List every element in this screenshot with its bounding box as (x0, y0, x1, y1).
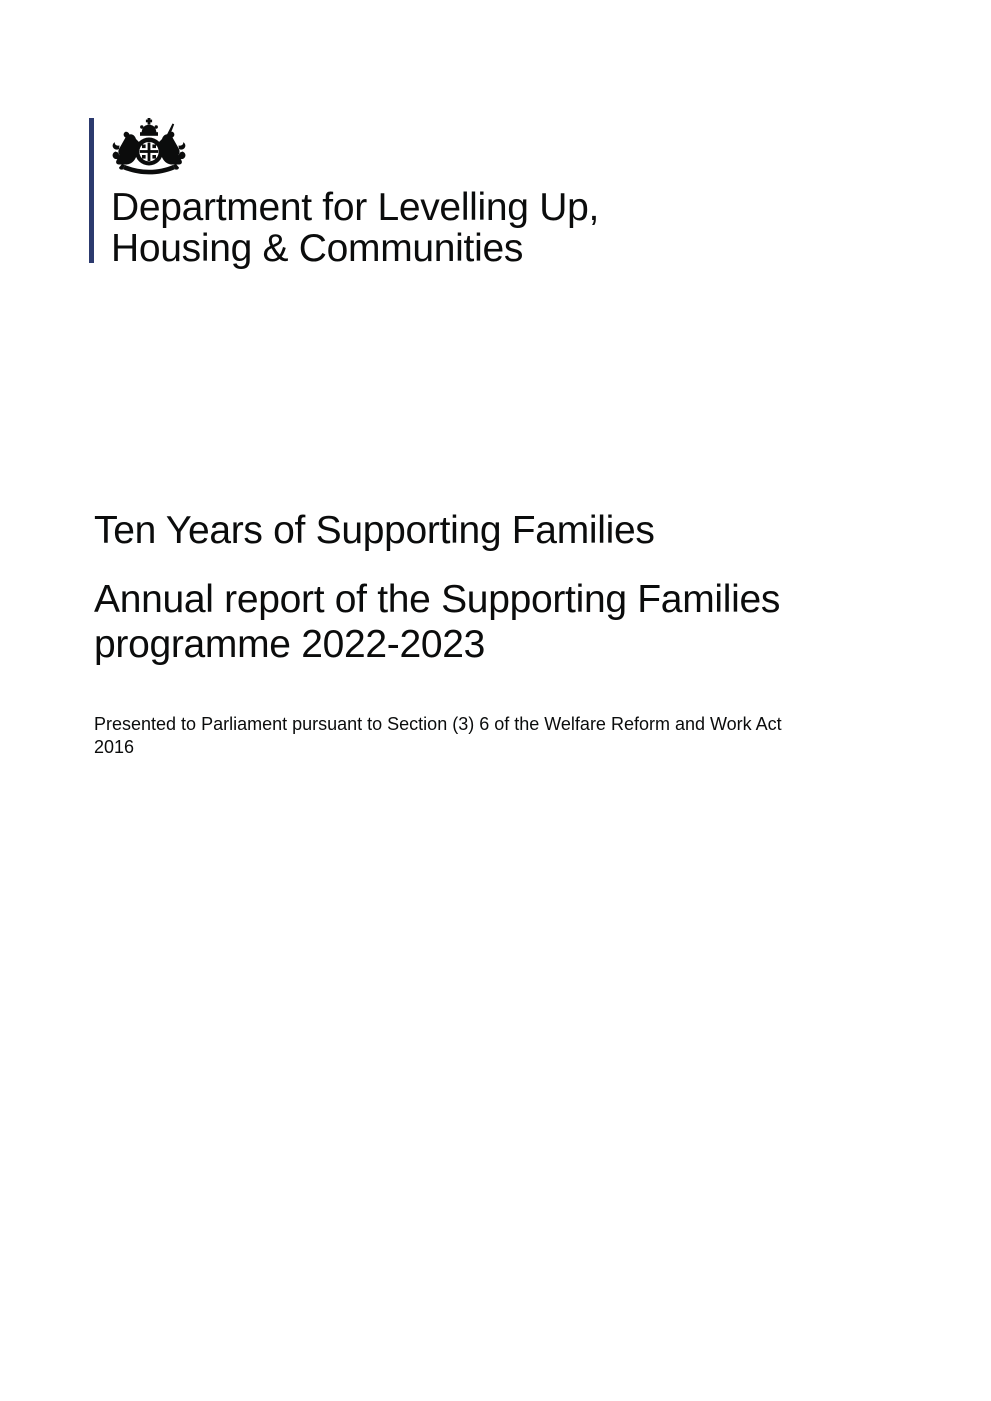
cover-content (94, 508, 954, 759)
report-subtitle-line-2: programme 2022-2023 (94, 623, 486, 666)
presentation-note (94, 713, 954, 759)
department-name-line-1: Department for Levelling Up, (111, 186, 600, 229)
department-logo (89, 118, 599, 269)
report-title: Ten Years of Supporting Families (94, 509, 655, 552)
report-subtitle-line-1: Annual report of the Supporting Families (94, 578, 781, 621)
department-name-line-2: Housing & Communities (111, 227, 524, 270)
presentation-note-line-2: 2016 (94, 737, 135, 757)
department-name (111, 187, 599, 269)
presentation-note-line-1: Presented to Parliament pursuant to Section (3) 6 of the Welfare Reform and Work Act (94, 714, 782, 734)
royal-coat-of-arms-icon (111, 118, 187, 180)
logo-content (94, 118, 599, 269)
report-subtitle (94, 577, 954, 667)
